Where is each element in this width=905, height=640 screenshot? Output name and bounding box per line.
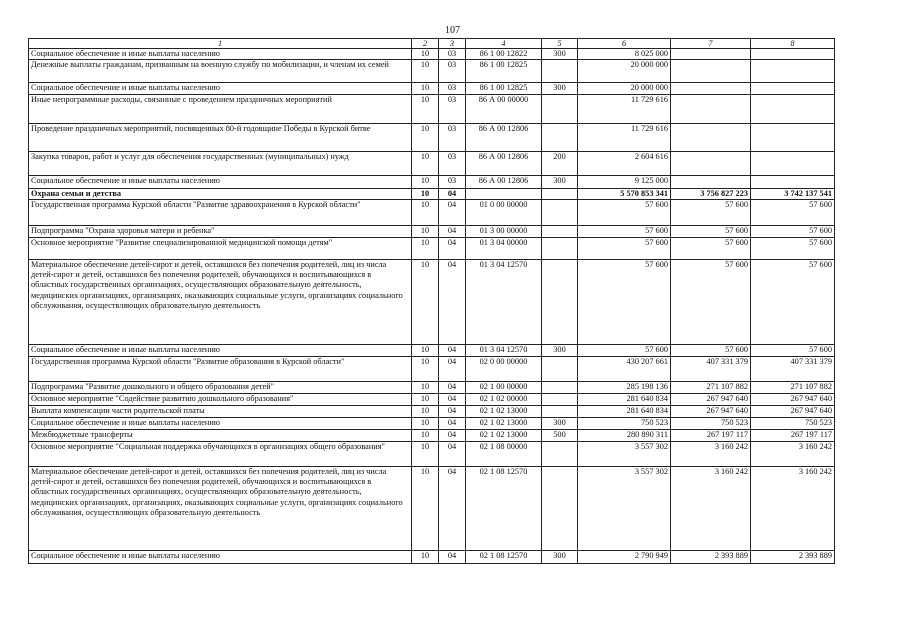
table-row bbox=[29, 94, 835, 123]
expense-name: Государственная программа Курской области "Развитие здравоохранения в Курской области" bbox=[29, 199, 412, 225]
table-row bbox=[29, 60, 835, 83]
target-article-code: 02 1 02 00000 bbox=[466, 393, 542, 405]
table-row bbox=[29, 405, 835, 417]
section-code: 10 bbox=[412, 237, 439, 259]
expense-type-code bbox=[542, 188, 578, 199]
expense-name: Социальное обеспечение и иные выплаты населению bbox=[29, 83, 412, 94]
amount-year-3: 267 947 640 bbox=[751, 405, 835, 417]
expense-name: Проведение праздничных мероприятий, посвященных 80-й годовщине Победы в Курской битве bbox=[29, 123, 412, 151]
expense-type-code bbox=[542, 405, 578, 417]
amount-year-3: 57 600 bbox=[751, 259, 835, 344]
target-article-code: 86 1 00 12822 bbox=[466, 49, 542, 60]
subsection-code: 04 bbox=[439, 259, 466, 344]
table-row bbox=[29, 393, 835, 405]
amount-year-2 bbox=[671, 60, 751, 83]
expense-type-code bbox=[542, 123, 578, 151]
target-article-code: 86 1 00 12825 bbox=[466, 83, 542, 94]
subsection-code: 04 bbox=[439, 393, 466, 405]
section-code: 10 bbox=[412, 123, 439, 151]
amount-year-3: 407 331 379 bbox=[751, 356, 835, 381]
page-number: 107 bbox=[445, 25, 460, 36]
column-number: 6 bbox=[578, 39, 671, 49]
expense-type-code bbox=[542, 225, 578, 237]
expense-type-code: 300 bbox=[542, 417, 578, 429]
expense-name: Подпрограмма "Развитие дошкольного и общего образования детей" bbox=[29, 381, 412, 393]
expense-type-code: 500 bbox=[542, 429, 578, 441]
section-code: 10 bbox=[412, 429, 439, 441]
amount-year-3 bbox=[751, 123, 835, 151]
table-row bbox=[29, 188, 835, 199]
target-article-code: 02 0 00 00000 bbox=[466, 356, 542, 381]
table-row bbox=[29, 381, 835, 393]
table-row bbox=[29, 441, 835, 466]
section-code: 10 bbox=[412, 417, 439, 429]
section-code: 10 bbox=[412, 94, 439, 123]
amount-year-1: 57 600 bbox=[578, 225, 671, 237]
expense-name: Социальное обеспечение и иные выплаты населению bbox=[29, 344, 412, 356]
amount-year-2: 57 600 bbox=[671, 259, 751, 344]
expense-type-code bbox=[542, 237, 578, 259]
column-number: 4 bbox=[466, 39, 542, 49]
amount-year-3: 57 600 bbox=[751, 237, 835, 259]
amount-year-1: 20 000 000 bbox=[578, 60, 671, 83]
target-article-code: 01 3 00 00000 bbox=[466, 225, 542, 237]
target-article-code: 02 1 00 00000 bbox=[466, 381, 542, 393]
subsection-code: 03 bbox=[439, 83, 466, 94]
target-article-code: 86 А 00 12806 bbox=[466, 151, 542, 175]
target-article-code: 02 1 02 13000 bbox=[466, 429, 542, 441]
subsection-code: 04 bbox=[439, 429, 466, 441]
amount-year-2: 57 600 bbox=[671, 344, 751, 356]
expense-name: Денежные выплаты гражданам, призванным на военную службу по мобилизации, и членам их семей bbox=[29, 60, 412, 83]
section-code: 10 bbox=[412, 550, 439, 563]
subsection-code: 04 bbox=[439, 405, 466, 417]
amount-year-2: 57 600 bbox=[671, 225, 751, 237]
subsection-code: 04 bbox=[439, 237, 466, 259]
table-row bbox=[29, 429, 835, 441]
table-row bbox=[29, 175, 835, 188]
target-article-code: 01 3 04 12570 bbox=[466, 344, 542, 356]
section-code: 10 bbox=[412, 356, 439, 381]
expense-name: Охрана семьи и детства bbox=[29, 188, 412, 199]
expense-type-code bbox=[542, 94, 578, 123]
amount-year-1: 2 790 949 bbox=[578, 550, 671, 563]
table-row bbox=[29, 259, 835, 344]
expense-type-code bbox=[542, 259, 578, 344]
expense-type-code: 200 bbox=[542, 151, 578, 175]
column-number: 2 bbox=[412, 39, 439, 49]
expense-type-code: 300 bbox=[542, 344, 578, 356]
amount-year-2: 750 523 bbox=[671, 417, 751, 429]
amount-year-2 bbox=[671, 123, 751, 151]
target-article-code: 02 1 02 13000 bbox=[466, 417, 542, 429]
expense-name: Социальное обеспечение и иные выплаты населению bbox=[29, 49, 412, 60]
table-row bbox=[29, 237, 835, 259]
amount-year-1: 2 604 616 bbox=[578, 151, 671, 175]
target-article-code: 01 3 04 12570 bbox=[466, 259, 542, 344]
amount-year-2: 267 947 640 bbox=[671, 405, 751, 417]
expense-name: Основное мероприятие "Содействие развитию дошкольного образования" bbox=[29, 393, 412, 405]
table-row bbox=[29, 356, 835, 381]
section-code: 10 bbox=[412, 83, 439, 94]
amount-year-3: 3 742 137 541 bbox=[751, 188, 835, 199]
subsection-code: 04 bbox=[439, 441, 466, 466]
expense-type-code bbox=[542, 356, 578, 381]
amount-year-2: 57 600 bbox=[671, 199, 751, 225]
section-code: 10 bbox=[412, 441, 439, 466]
amount-year-3: 57 600 bbox=[751, 199, 835, 225]
target-article-code: 86 А 00 12806 bbox=[466, 175, 542, 188]
table-row bbox=[29, 83, 835, 94]
subsection-code: 03 bbox=[439, 94, 466, 123]
table-row bbox=[29, 123, 835, 151]
amount-year-1: 280 890 311 bbox=[578, 429, 671, 441]
amount-year-2 bbox=[671, 83, 751, 94]
subsection-code: 04 bbox=[439, 381, 466, 393]
column-number: 1 bbox=[29, 39, 412, 49]
subsection-code: 04 bbox=[439, 356, 466, 381]
subsection-code: 04 bbox=[439, 188, 466, 199]
amount-year-1: 750 523 bbox=[578, 417, 671, 429]
expense-type-code bbox=[542, 441, 578, 466]
target-article-code: 86 А 00 12806 bbox=[466, 123, 542, 151]
amount-year-3 bbox=[751, 60, 835, 83]
section-code: 10 bbox=[412, 225, 439, 237]
expense-name: Основное мероприятие "Развитие специализированной медицинской помощи детям" bbox=[29, 237, 412, 259]
expense-type-code bbox=[542, 466, 578, 550]
amount-year-3: 57 600 bbox=[751, 225, 835, 237]
amount-year-1: 57 600 bbox=[578, 344, 671, 356]
amount-year-2: 3 160 242 bbox=[671, 441, 751, 466]
amount-year-3: 3 160 242 bbox=[751, 466, 835, 550]
amount-year-1: 3 557 302 bbox=[578, 466, 671, 550]
column-number-row bbox=[29, 39, 835, 49]
amount-year-2: 267 197 117 bbox=[671, 429, 751, 441]
amount-year-1: 8 025 000 bbox=[578, 49, 671, 60]
expense-name: Социальное обеспечение и иные выплаты населению bbox=[29, 175, 412, 188]
target-article-code: 01 0 00 00000 bbox=[466, 199, 542, 225]
table-row bbox=[29, 466, 835, 550]
amount-year-1: 281 640 834 bbox=[578, 405, 671, 417]
amount-year-1: 57 600 bbox=[578, 259, 671, 344]
expense-name: Закупка товаров, работ и услуг для обеспечения государственных (муниципальных) нужд bbox=[29, 151, 412, 175]
subsection-code: 04 bbox=[439, 550, 466, 563]
amount-year-2: 407 331 379 bbox=[671, 356, 751, 381]
amount-year-1: 57 600 bbox=[578, 237, 671, 259]
subsection-code: 03 bbox=[439, 60, 466, 83]
expense-name: Основное мероприятие "Социальная поддержка обучающихся в организациях общего образования" bbox=[29, 441, 412, 466]
amount-year-1: 3 557 302 bbox=[578, 441, 671, 466]
target-article-code: 86 1 00 12825 bbox=[466, 60, 542, 83]
target-article-code: 02 1 08 12570 bbox=[466, 466, 542, 550]
target-article-code bbox=[466, 188, 542, 199]
expense-name: Межбюджетные трансферты bbox=[29, 429, 412, 441]
target-article-code: 02 1 08 00000 bbox=[466, 441, 542, 466]
amount-year-2 bbox=[671, 175, 751, 188]
expense-type-code bbox=[542, 393, 578, 405]
table-row bbox=[29, 225, 835, 237]
amount-year-1: 11 729 616 bbox=[578, 123, 671, 151]
expense-type-code: 300 bbox=[542, 49, 578, 60]
subsection-code: 03 bbox=[439, 151, 466, 175]
section-code: 10 bbox=[412, 405, 439, 417]
column-number: 8 bbox=[751, 39, 835, 49]
column-number: 5 bbox=[542, 39, 578, 49]
section-code: 10 bbox=[412, 344, 439, 356]
expense-type-code bbox=[542, 60, 578, 83]
subsection-code: 03 bbox=[439, 123, 466, 151]
amount-year-1: 5 570 853 341 bbox=[578, 188, 671, 199]
amount-year-3: 271 107 882 bbox=[751, 381, 835, 393]
target-article-code: 86 А 00 00000 bbox=[466, 94, 542, 123]
amount-year-2: 3 756 827 223 bbox=[671, 188, 751, 199]
subsection-code: 03 bbox=[439, 49, 466, 60]
expense-name: Выплата компенсации части родительской платы bbox=[29, 405, 412, 417]
amount-year-3 bbox=[751, 175, 835, 188]
table-row bbox=[29, 49, 835, 60]
section-code: 10 bbox=[412, 199, 439, 225]
table-row bbox=[29, 344, 835, 356]
subsection-code: 04 bbox=[439, 199, 466, 225]
target-article-code: 02 1 08 12570 bbox=[466, 550, 542, 563]
table-row bbox=[29, 417, 835, 429]
amount-year-3 bbox=[751, 94, 835, 123]
amount-year-3: 3 160 242 bbox=[751, 441, 835, 466]
amount-year-2 bbox=[671, 49, 751, 60]
table-row bbox=[29, 151, 835, 175]
expense-type-code bbox=[542, 199, 578, 225]
table-body bbox=[29, 49, 835, 564]
expense-type-code bbox=[542, 381, 578, 393]
section-code: 10 bbox=[412, 60, 439, 83]
amount-year-3: 750 523 bbox=[751, 417, 835, 429]
amount-year-3: 267 947 640 bbox=[751, 393, 835, 405]
section-code: 10 bbox=[412, 381, 439, 393]
amount-year-1: 57 600 bbox=[578, 199, 671, 225]
amount-year-1: 430 207 661 bbox=[578, 356, 671, 381]
expense-name: Материальное обеспечение детей-сирот и детей, оставшихся без попечения родителей, лиц из числа детей-сирот и детей, оставшихся без попечения родителей, обучающихся и воспитывающихся в областных государственных организациях, осуществляющих образовательную деятельность, медицинских организациях, организациях, оказывающих социальные услуги, организациях социального обслуживания, осуществляющих образовательную деятельность bbox=[29, 466, 412, 550]
amount-year-1: 9 125 000 bbox=[578, 175, 671, 188]
expense-name: Социальное обеспечение и иные выплаты населению bbox=[29, 417, 412, 429]
amount-year-2: 271 107 882 bbox=[671, 381, 751, 393]
amount-year-3: 267 197 117 bbox=[751, 429, 835, 441]
subsection-code: 04 bbox=[439, 417, 466, 429]
amount-year-3 bbox=[751, 49, 835, 60]
target-article-code: 01 3 04 00000 bbox=[466, 237, 542, 259]
column-number: 7 bbox=[671, 39, 751, 49]
amount-year-3: 2 393 889 bbox=[751, 550, 835, 563]
amount-year-2: 57 600 bbox=[671, 237, 751, 259]
subsection-code: 04 bbox=[439, 344, 466, 356]
amount-year-1: 281 640 834 bbox=[578, 393, 671, 405]
section-code: 10 bbox=[412, 188, 439, 199]
table-row bbox=[29, 550, 835, 563]
expense-name: Материальное обеспечение детей-сирот и детей, оставшихся без попечения родителей, лиц из числа детей-сирот и детей, оставшихся без попечения родителей, обучающихся и воспитывающихся в областных государственных организациях, осуществляющих образовательную деятельность, медицинских организациях, организациях, оказывающих социальные услуги, организациях социального обслуживания, осуществляющих образовательную деятельность bbox=[29, 259, 412, 344]
amount-year-2: 267 947 640 bbox=[671, 393, 751, 405]
amount-year-2: 2 393 889 bbox=[671, 550, 751, 563]
subsection-code: 04 bbox=[439, 225, 466, 237]
amount-year-3 bbox=[751, 83, 835, 94]
table-row bbox=[29, 199, 835, 225]
section-code: 10 bbox=[412, 151, 439, 175]
target-article-code: 02 1 02 13000 bbox=[466, 405, 542, 417]
expense-name: Государственная программа Курской области "Развитие образования в Курской области" bbox=[29, 356, 412, 381]
expense-name: Социальное обеспечение и иные выплаты населению bbox=[29, 550, 412, 563]
section-code: 10 bbox=[412, 466, 439, 550]
subsection-code: 03 bbox=[439, 175, 466, 188]
amount-year-2: 3 160 242 bbox=[671, 466, 751, 550]
amount-year-1: 285 198 136 bbox=[578, 381, 671, 393]
amount-year-1: 20 000 000 bbox=[578, 83, 671, 94]
amount-year-2 bbox=[671, 151, 751, 175]
expense-type-code: 300 bbox=[542, 175, 578, 188]
amount-year-1: 11 729 616 bbox=[578, 94, 671, 123]
budget-table bbox=[28, 38, 835, 564]
expense-name: Подпрограмма "Охрана здоровья матери и ребенка" bbox=[29, 225, 412, 237]
expense-name: Иные непрограммные расходы, связанные с проведением праздничных мероприятий bbox=[29, 94, 412, 123]
section-code: 10 bbox=[412, 49, 439, 60]
amount-year-3: 57 600 bbox=[751, 344, 835, 356]
section-code: 10 bbox=[412, 393, 439, 405]
expense-type-code: 300 bbox=[542, 83, 578, 94]
amount-year-3 bbox=[751, 151, 835, 175]
column-number: 3 bbox=[439, 39, 466, 49]
section-code: 10 bbox=[412, 175, 439, 188]
amount-year-2 bbox=[671, 94, 751, 123]
expense-type-code: 300 bbox=[542, 550, 578, 563]
subsection-code: 04 bbox=[439, 466, 466, 550]
section-code: 10 bbox=[412, 259, 439, 344]
